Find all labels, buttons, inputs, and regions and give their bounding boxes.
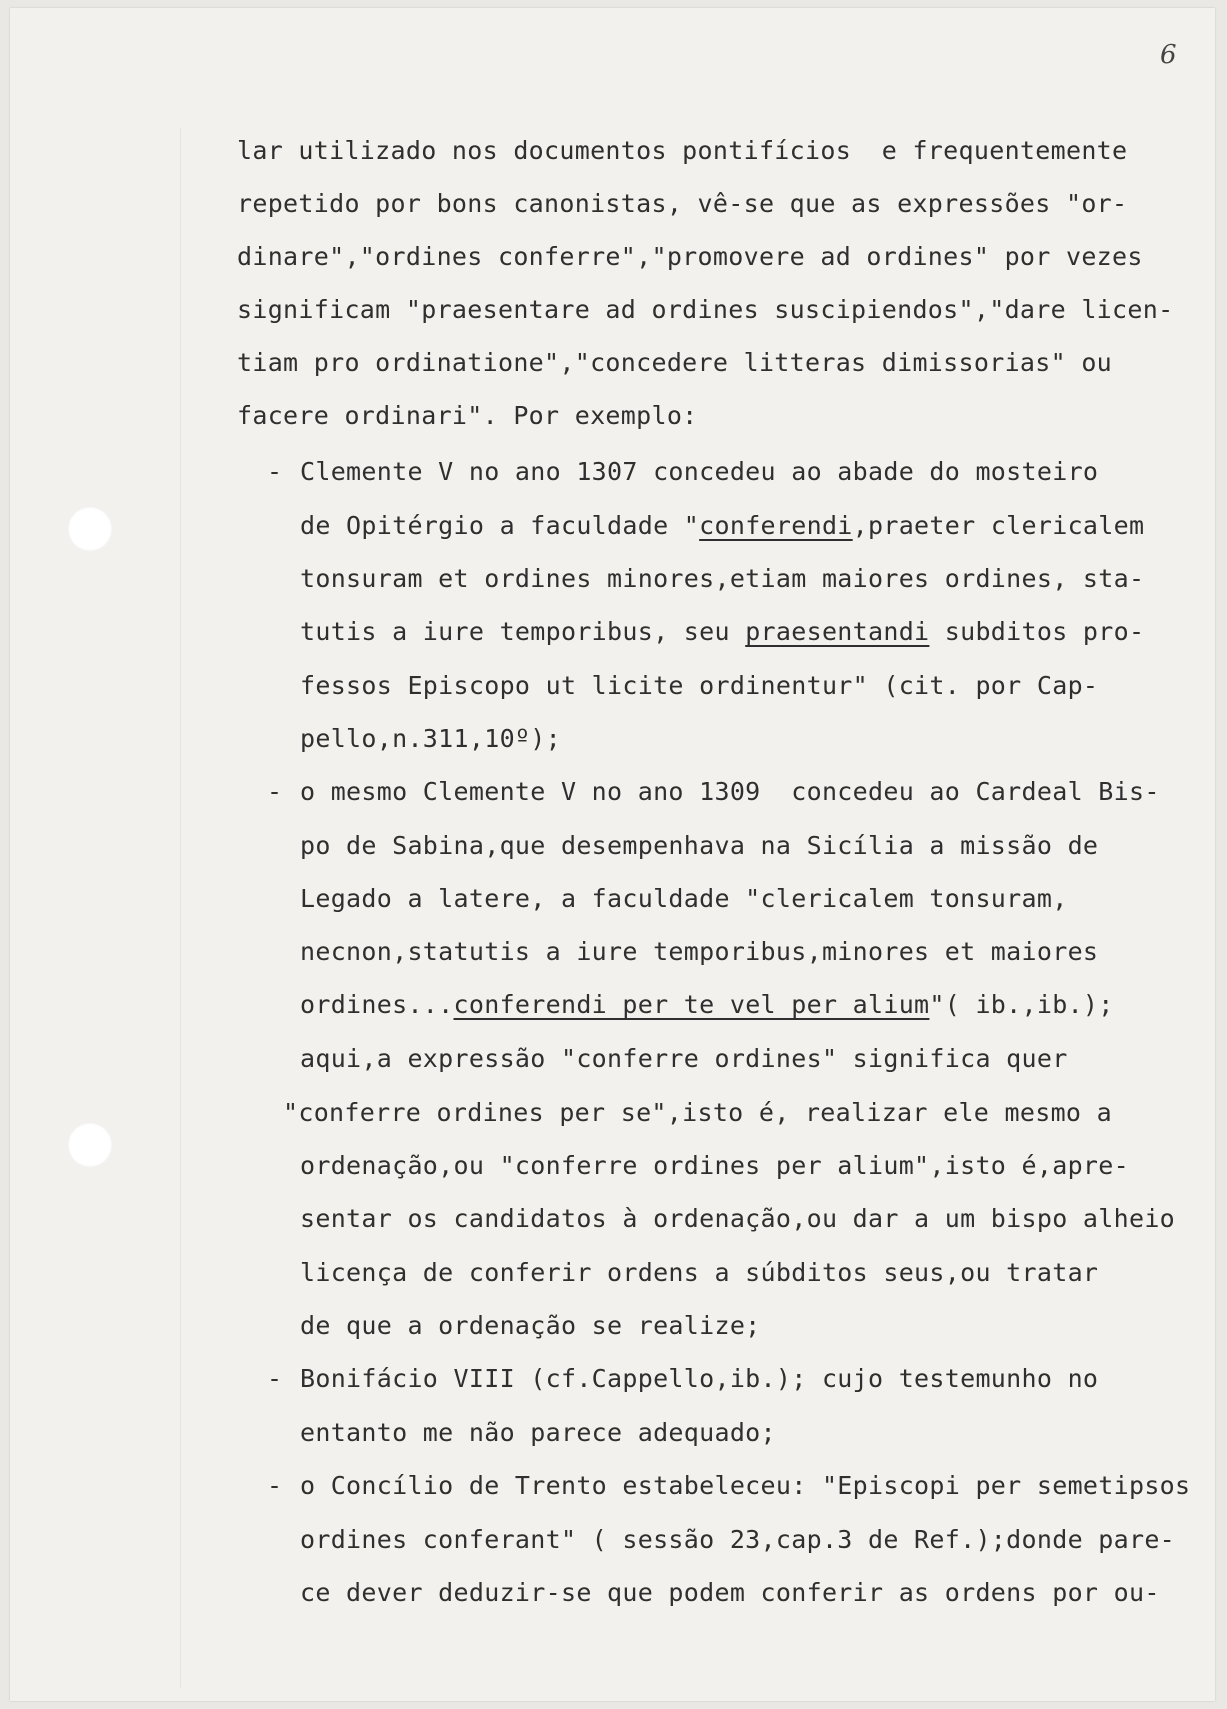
page-number: 6 bbox=[1160, 40, 1177, 70]
list-item-line: Legado a latere, a faculdade "clericalem tonsuram, bbox=[300, 884, 1068, 913]
list-item-line: ordines conferant" ( sessão 23,cap.3 de Ref.);donde pare- bbox=[300, 1525, 1176, 1554]
list-item-line: po de Sabina,que desempenhava na Sicília a missão de bbox=[300, 831, 1099, 860]
list-item-text: ordines... bbox=[300, 990, 454, 1019]
list-item-line: aqui,a expressão "conferre ordines" significa quer bbox=[300, 1044, 1068, 1073]
list-item-line bbox=[300, 617, 1144, 646]
underlined-term: conferendi per te vel per alium bbox=[453, 990, 930, 1019]
list-item-line: o Concílio de Trento estabeleceu: "Episcopi per semetipsos bbox=[300, 1471, 1191, 1500]
paragraph-line: dinare","ordines conferre","promovere ad ordines" por vezes bbox=[237, 242, 1143, 271]
paragraph-line: significam "praesentare ad ordines suscipiendos","dare licen- bbox=[237, 295, 1174, 324]
list-item-line: necnon,statutis a iure temporibus,minores et maiores bbox=[300, 937, 1099, 966]
list-item-text: subditos pro- bbox=[929, 617, 1145, 646]
list-dash: - bbox=[267, 1364, 283, 1393]
list-dash: - bbox=[267, 457, 283, 486]
list-item-line: fessos Episcopo ut licite ordinentur" (cit. por Cap- bbox=[300, 671, 1099, 700]
binder-hole-bottom bbox=[68, 1123, 112, 1167]
margin-line bbox=[180, 128, 181, 1688]
paragraph-line: tiam pro ordinatione","concedere litteras dimissorias" ou bbox=[237, 348, 1113, 377]
list-item-line: Clemente V no ano 1307 concedeu ao abade do mosteiro bbox=[300, 457, 1099, 486]
list-item-line: sentar os candidatos à ordenação,ou dar a um bispo alheio bbox=[300, 1204, 1176, 1233]
list-item-text: tutis a iure temporibus, seu bbox=[300, 617, 746, 646]
list-item-line: de que a ordenação se realize; bbox=[300, 1311, 761, 1340]
list-item-line: ordenação,ou "conferre ordines per alium",isto é,apre- bbox=[300, 1151, 1129, 1180]
list-item-line bbox=[300, 990, 1114, 1019]
paragraph-line: facere ordinari". Por exemplo: bbox=[237, 401, 698, 430]
list-dash: - bbox=[267, 1471, 283, 1500]
binder-hole-top bbox=[68, 507, 112, 551]
list-item-line: entanto me não parece adequado; bbox=[300, 1418, 776, 1447]
list-item-line: Bonifácio VIII (cf.Cappello,ib.); cujo testemunho no bbox=[300, 1364, 1099, 1393]
list-item-line: licença de conferir ordens a súbditos seus,ou tratar bbox=[300, 1258, 1099, 1287]
list-item-text: ,praeter clericalem bbox=[852, 511, 1145, 540]
list-item-line: o mesmo Clemente V no ano 1309 concedeu ao Cardeal Bis- bbox=[300, 777, 1160, 806]
paragraph-line: lar utilizado nos documentos pontifícios e frequentemente bbox=[237, 136, 1128, 165]
list-item-text: de Opitérgio a faculdade " bbox=[300, 511, 700, 540]
underlined-term: conferendi bbox=[699, 511, 853, 540]
list-item-line: ce dever deduzir-se que podem conferir as ordens por ou- bbox=[300, 1578, 1160, 1607]
list-item-line bbox=[300, 511, 1144, 540]
list-item-line: pello,n.311,10º); bbox=[300, 724, 561, 753]
list-item-line: tonsuram et ordines minores,etiam maiores ordines, sta- bbox=[300, 564, 1145, 593]
list-item-text: "( ib.,ib.); bbox=[929, 990, 1114, 1019]
list-item-line: "conferre ordines per se",isto é, realizar ele mesmo a bbox=[283, 1098, 1112, 1127]
paragraph-line: repetido por bons canonistas, vê-se que as expressões "or- bbox=[237, 189, 1128, 218]
underlined-term: praesentandi bbox=[745, 617, 930, 646]
list-dash: - bbox=[267, 777, 283, 806]
